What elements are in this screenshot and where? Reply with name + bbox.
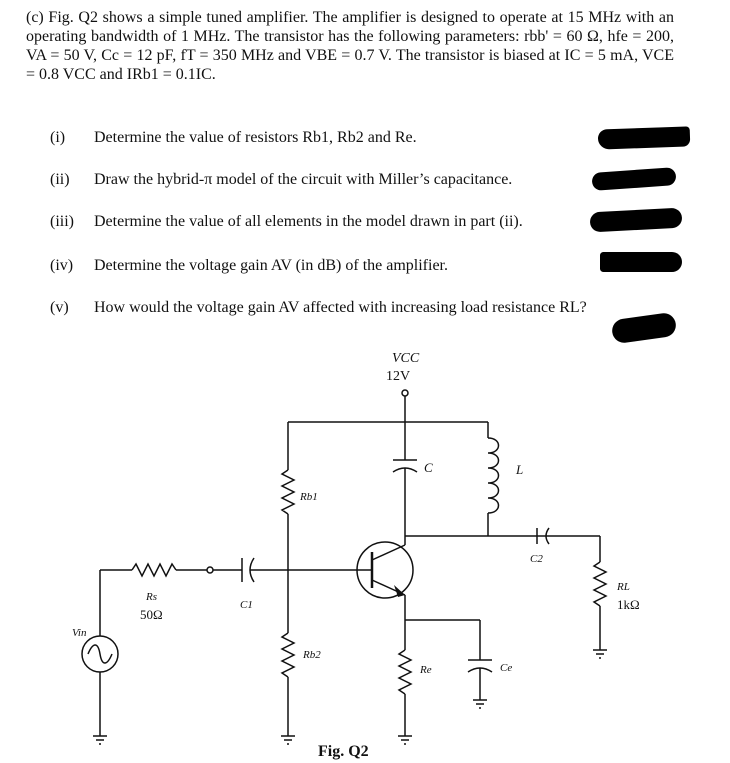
question-i [50,128,417,147]
c1-label: C1 [240,599,253,611]
redaction-mark [600,252,682,272]
question-number: (iii) [50,213,74,230]
redaction-mark [591,167,676,191]
question-number: (iv) [50,257,74,274]
question-text: Determine the value of resistors Rb1, Rb2 and Re. [94,129,417,146]
c2-label: C2 [530,553,543,565]
redaction-mark [590,208,683,233]
ce-label: Ce [500,662,513,674]
question-intro: (c) Fig. Q2 shows a simple tuned amplifier. The amplifier is designed to operate at 15 MHz with an operating bandwidth of 1 MHz. The transistor has the following parameters: rbb' = 60 Ω, hfe = 200, VA = 50 V, Cc = 12 pF, fT = 350 MHz and VBE = 0.7 V. The transistor is biased at IC = 5 mA, VCE = 0.8 VCC and IRb1 = 0.1IC. [26,9,674,83]
question-iv [50,256,448,275]
rl-value: 1kΩ [617,597,640,612]
question-iii [50,212,523,231]
circuit-diagram [0,330,730,763]
re-label: Re [420,664,432,676]
rs-label: Rs [146,591,157,603]
question-number: (i) [50,129,66,146]
rb2-label: Rb2 [303,649,321,661]
rs-value: 50Ω [140,607,163,622]
redaction-mark [598,126,691,149]
question-text: How would the voltage gain AV affected with increasing load resistance RL? [94,299,587,316]
vin-label: Vin [72,627,87,639]
question-ii [50,170,512,189]
question-text: Draw the hybrid-π model of the circuit with Miller’s capacitance. [94,171,513,188]
question-number: (v) [50,299,69,316]
question-number: (ii) [50,171,70,188]
capacitor-c-label: C [424,460,433,475]
rl-label: RL [617,581,630,593]
vcc-label: VCC [392,351,420,366]
rb1-label: Rb1 [300,491,318,503]
figure-caption: Fig. Q2 [318,743,369,760]
question-v [50,298,587,317]
inductor-l-label: L [516,462,524,477]
question-text: Determine the value of all elements in the model drawn in part (ii). [94,213,523,230]
question-text: Determine the voltage gain AV (in dB) of the amplifier. [94,257,448,274]
vcc-value: 12V [386,369,411,384]
